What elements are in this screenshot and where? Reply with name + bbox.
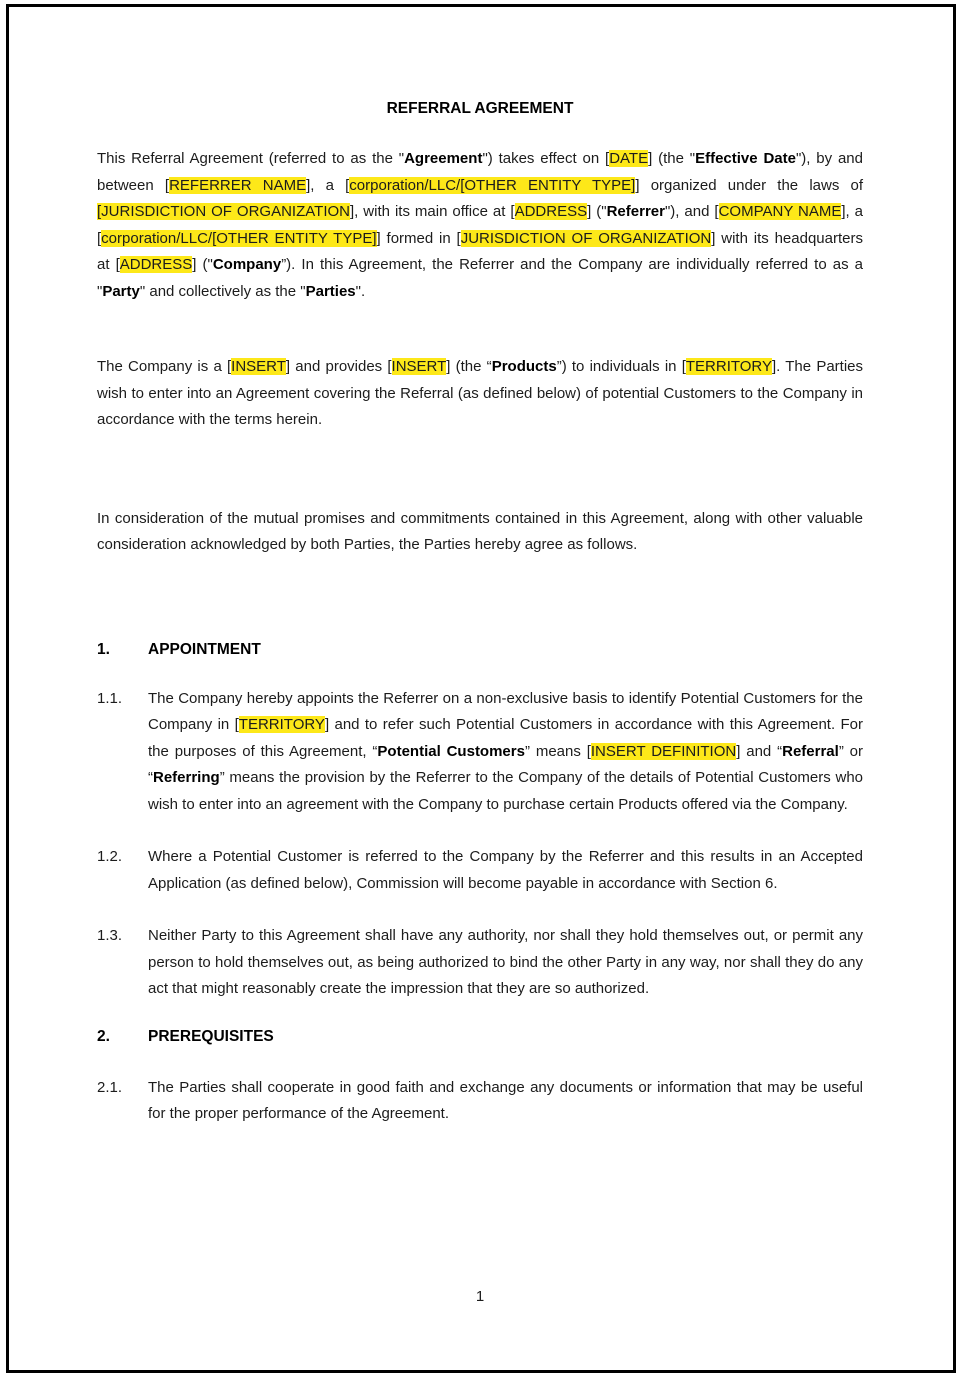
text-run: ] and provides [ — [285, 358, 392, 375]
text-run: Referrer — [606, 203, 665, 220]
clause-number: 1.2. — [97, 848, 123, 865]
placeholder-highlight: INSERT DEFINITION — [590, 742, 737, 760]
text-run: ], a [ — [306, 176, 350, 194]
text-run: ] organized under the laws of — [635, 176, 864, 194]
placeholder-highlight: [JURISDICTION OF ORGANIZATION — [97, 203, 350, 220]
text-run: Neither Party to this Agreement shall have any authority, nor shall they hold themselves out, or permit any person to hold themselves out, as being authorized to bind the other Party in any way, nor shall they do any act that might reasonably create the impression that they are so authorized. — [148, 927, 863, 997]
text-run: Where a Potential Customer is referred to the Company by the Referrer and this results in an Accepted Application (as defined below), Commission will become payable in accordance with Section 6. — [148, 848, 863, 892]
numbered-clause — [97, 1075, 863, 1128]
text-run: The Parties shall cooperate in good faith and exchange any documents or information that may be useful for the proper performance of the Agreement. — [148, 1078, 863, 1122]
numbered-clause — [97, 923, 863, 1003]
section-heading — [97, 640, 863, 660]
text-run: The Company is a [ — [97, 358, 232, 375]
placeholder-highlight: TERRITORY — [685, 358, 773, 375]
clause-text — [148, 690, 863, 813]
text-run: ” means [ — [524, 742, 591, 760]
text-run: Agreement — [404, 150, 483, 167]
text-run: Potential Customers — [377, 742, 525, 760]
text-run: ” or “ — [148, 742, 863, 786]
clause-text — [97, 358, 863, 428]
text-run: ” means the provision by the Referrer to the Company of the details of Potential Customers who wish to enter into an agreement with the Company to purchase certain Products offered via the Company. — [148, 769, 863, 813]
text-run: Parties — [305, 282, 356, 300]
placeholder-highlight: DATE — [609, 150, 649, 167]
clause-number: 1.3. — [97, 927, 123, 944]
section-number: 2. — [97, 1027, 110, 1045]
placeholder-highlight: corporation/LLC/[OTHER ENTITY TYPE] — [101, 229, 377, 247]
text-run: ] formed in [ — [376, 229, 461, 247]
placeholder-highlight: INSERT — [231, 358, 286, 375]
clause-text — [97, 150, 863, 300]
text-run: ] (" — [587, 203, 607, 220]
text-run: ] and to refer such Potential Customers in accordance with this Agreement. For the purposes of this Agreement, “ — [148, 716, 864, 760]
text-run: ], a [ — [97, 203, 864, 247]
text-run: Referring — [153, 769, 220, 786]
document-title: REFERRAL AGREEMENT — [386, 100, 574, 117]
placeholder-highlight: INSERT — [391, 358, 447, 375]
paragraph — [97, 146, 863, 305]
text-run: ”). In this Agreement, the Referrer and the Company are individually referred to as a " — [97, 256, 864, 300]
clause-number: 2.1. — [97, 1078, 123, 1096]
text-run: This Referral Agreement (referred to as the " — [97, 150, 405, 167]
text-run: Effective Date — [695, 150, 796, 167]
text-run: ] with its headquarters at [ — [97, 229, 863, 273]
text-run: ] (the “ — [446, 358, 492, 375]
clause-text — [148, 848, 863, 892]
text-run: ]. The Parties wish to enter into an Agreement covering the Referral (as defined below) of potential Customers to the Company in accordance with the terms herein. — [97, 358, 863, 428]
document-body — [97, 146, 863, 1128]
clause-text — [148, 1079, 863, 1123]
numbered-clause — [97, 844, 863, 897]
document-content — [97, 0, 863, 1381]
placeholder-highlight: corporation/LLC/[OTHER ENTITY TYPE] — [349, 176, 636, 194]
placeholder-highlight: COMPANY NAME — [718, 203, 842, 220]
clause-text — [148, 927, 863, 997]
text-run: Company — [212, 256, 282, 273]
text-run: Party — [102, 282, 140, 300]
text-run: "), by and between [ — [97, 150, 863, 194]
placeholder-highlight: ADDRESS — [514, 203, 588, 220]
placeholder-highlight: TERRITORY — [238, 716, 325, 733]
clause-text — [97, 510, 863, 554]
section-label: APPOINTMENT — [148, 640, 261, 658]
text-run: ”) to individuals in [ — [556, 358, 686, 375]
text-run: In consideration of the mutual promises and commitments contained in this Agreement, along with other valuable consideration acknowledged by both Parties, the Parties hereby agree as follows. — [97, 509, 863, 553]
page-number: 1 — [475, 1288, 485, 1305]
text-run: ") takes effect on [ — [482, 150, 610, 167]
placeholder-highlight: ADDRESS — [119, 256, 193, 273]
text-run: ] (" — [192, 256, 213, 273]
paragraph — [97, 354, 863, 434]
section-heading — [97, 1027, 863, 1047]
text-run: ], with its main office at [ — [350, 203, 515, 220]
placeholder-highlight: REFERRER NAME — [169, 176, 307, 194]
section-number: 1. — [97, 640, 110, 658]
placeholder-highlight: JURISDICTION OF ORGANIZATION — [460, 229, 712, 247]
text-run: ] (the " — [648, 150, 696, 167]
text-run: " and collectively as the " — [139, 282, 306, 300]
text-run: The Company hereby appoints the Referrer on a non-exclusive basis to identify Potential Customers for the Company in [ — [148, 689, 863, 733]
text-run: Referral — [782, 742, 839, 760]
text-run: Products — [491, 358, 557, 375]
numbered-clause — [97, 686, 863, 819]
text-run: ". — [355, 282, 366, 300]
section-label: PREREQUISITES — [148, 1027, 274, 1045]
text-run: "), and [ — [664, 203, 719, 220]
paragraph — [97, 506, 863, 559]
text-run: ] and “ — [736, 742, 783, 760]
clause-number: 1.1. — [97, 689, 123, 707]
